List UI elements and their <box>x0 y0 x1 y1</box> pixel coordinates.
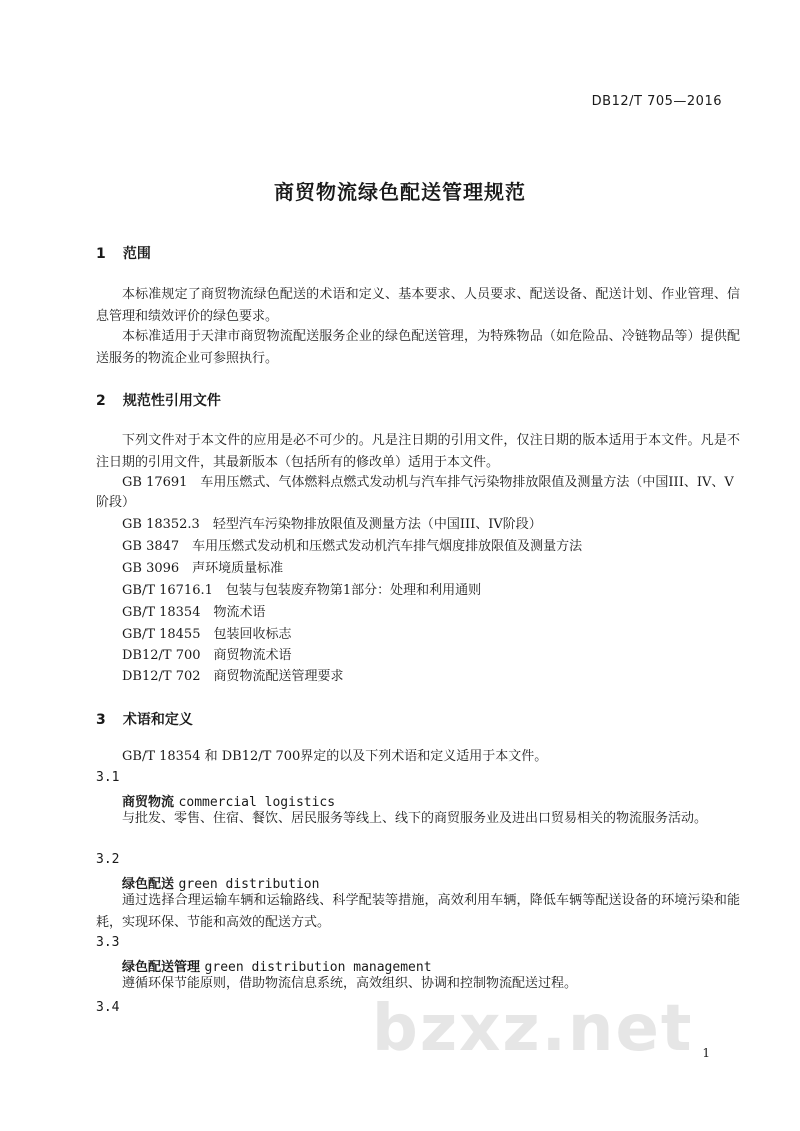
term-definition: 与批发、零售、住宿、餐饮、居民服务等线上、线下的商贸服务业及进出口贸易相关的物流服务活动。 <box>122 811 708 826</box>
document-title: 商贸物流绿色配送管理规范 <box>274 180 526 204</box>
standard-number: DB12/T 705—2016 <box>591 94 722 109</box>
reference-item: DB12/T 700 商贸物流术语 <box>122 648 292 663</box>
section-3-heading <box>96 709 193 729</box>
section-3-number: 3 <box>96 712 106 728</box>
clause-number: 3.4 <box>96 1000 120 1015</box>
section-2-number: 2 <box>96 393 106 409</box>
section-1-title: 范围 <box>122 246 151 262</box>
scope-paragraph-2: 本标准适用于天津市商贸物流配送服务企业的绿色配送管理，为特殊物品（如危险品、冷链物品等）提供配送服务的物流企业可参照执行。 <box>96 329 740 366</box>
reference-item: DB12/T 702 商贸物流配送管理要求 <box>122 669 344 684</box>
page-number: 1 <box>702 1046 710 1060</box>
reference-item: GB 17691 车用压燃式、气体燃料点燃式发动机与汽车排气污染物排放限值及测量方法（中国III、IV、V阶段） <box>96 475 734 510</box>
section-2-heading <box>96 390 221 410</box>
reference-item: GB 3847 车用压燃式发动机和压燃式发动机汽车排气烟度排放限值及测量方法 <box>122 539 583 554</box>
term-en: green distribution <box>178 877 320 892</box>
term-definition: 通过选择合理运输车辆和运输路线、科学配装等措施，高效利用车辆，降低车辆等配送设备的环境污染和能耗，实现环保、节能和高效的配送方式。 <box>96 893 740 930</box>
term-en: commercial logistics <box>178 795 336 810</box>
clause-number: 3.2 <box>96 852 120 867</box>
reference-item: GB/T 18455 包装回收标志 <box>122 627 292 642</box>
section-2-title: 规范性引用文件 <box>122 393 221 409</box>
scope-paragraph-1: 本标准规定了商贸物流绿色配送的术语和定义、基本要求、人员要求、配送设备、配送计划、作业管理、信息管理和绩效评价的绿色要求。 <box>96 287 740 324</box>
reference-item: GB/T 16716.1 包装与包装废弃物第1部分：处理和利用通则 <box>122 583 482 598</box>
reference-item: GB 3096 声环境质量标准 <box>122 561 284 576</box>
reference-item: GB 18352.3 轻型汽车污染物排放限值及测量方法（中国III、IV阶段） <box>122 517 542 532</box>
watermark: bzxz.net <box>372 992 694 1066</box>
reference-item: GB/T 18354 物流术语 <box>122 605 266 620</box>
term-definition: 遵循环保节能原则，借助物流信息系统，高效组织、协调和控制物流配送过程。 <box>122 976 578 991</box>
clause-number: 3.3 <box>96 935 120 950</box>
term-en: green distribution management <box>204 960 432 975</box>
clause-number: 3.1 <box>96 770 120 785</box>
term-zh: 绿色配送管理 <box>122 960 201 975</box>
references-intro: 下列文件对于本文件的应用是必不可少的。凡是注日期的引用文件，仅注日期的版本适用于本文件。凡是不注日期的引用文件，其最新版本（包括所有的修改单）适用于本文件。 <box>96 433 740 470</box>
term-zh: 商贸物流 <box>122 795 175 810</box>
terms-intro: GB/T 18354 和 DB12/T 700界定的以及下列术语和定义适用于本文件。 <box>122 749 548 764</box>
section-1-number: 1 <box>96 246 106 262</box>
section-1-heading <box>96 243 151 263</box>
section-3-title: 术语和定义 <box>122 712 193 728</box>
term-zh: 绿色配送 <box>122 877 175 892</box>
